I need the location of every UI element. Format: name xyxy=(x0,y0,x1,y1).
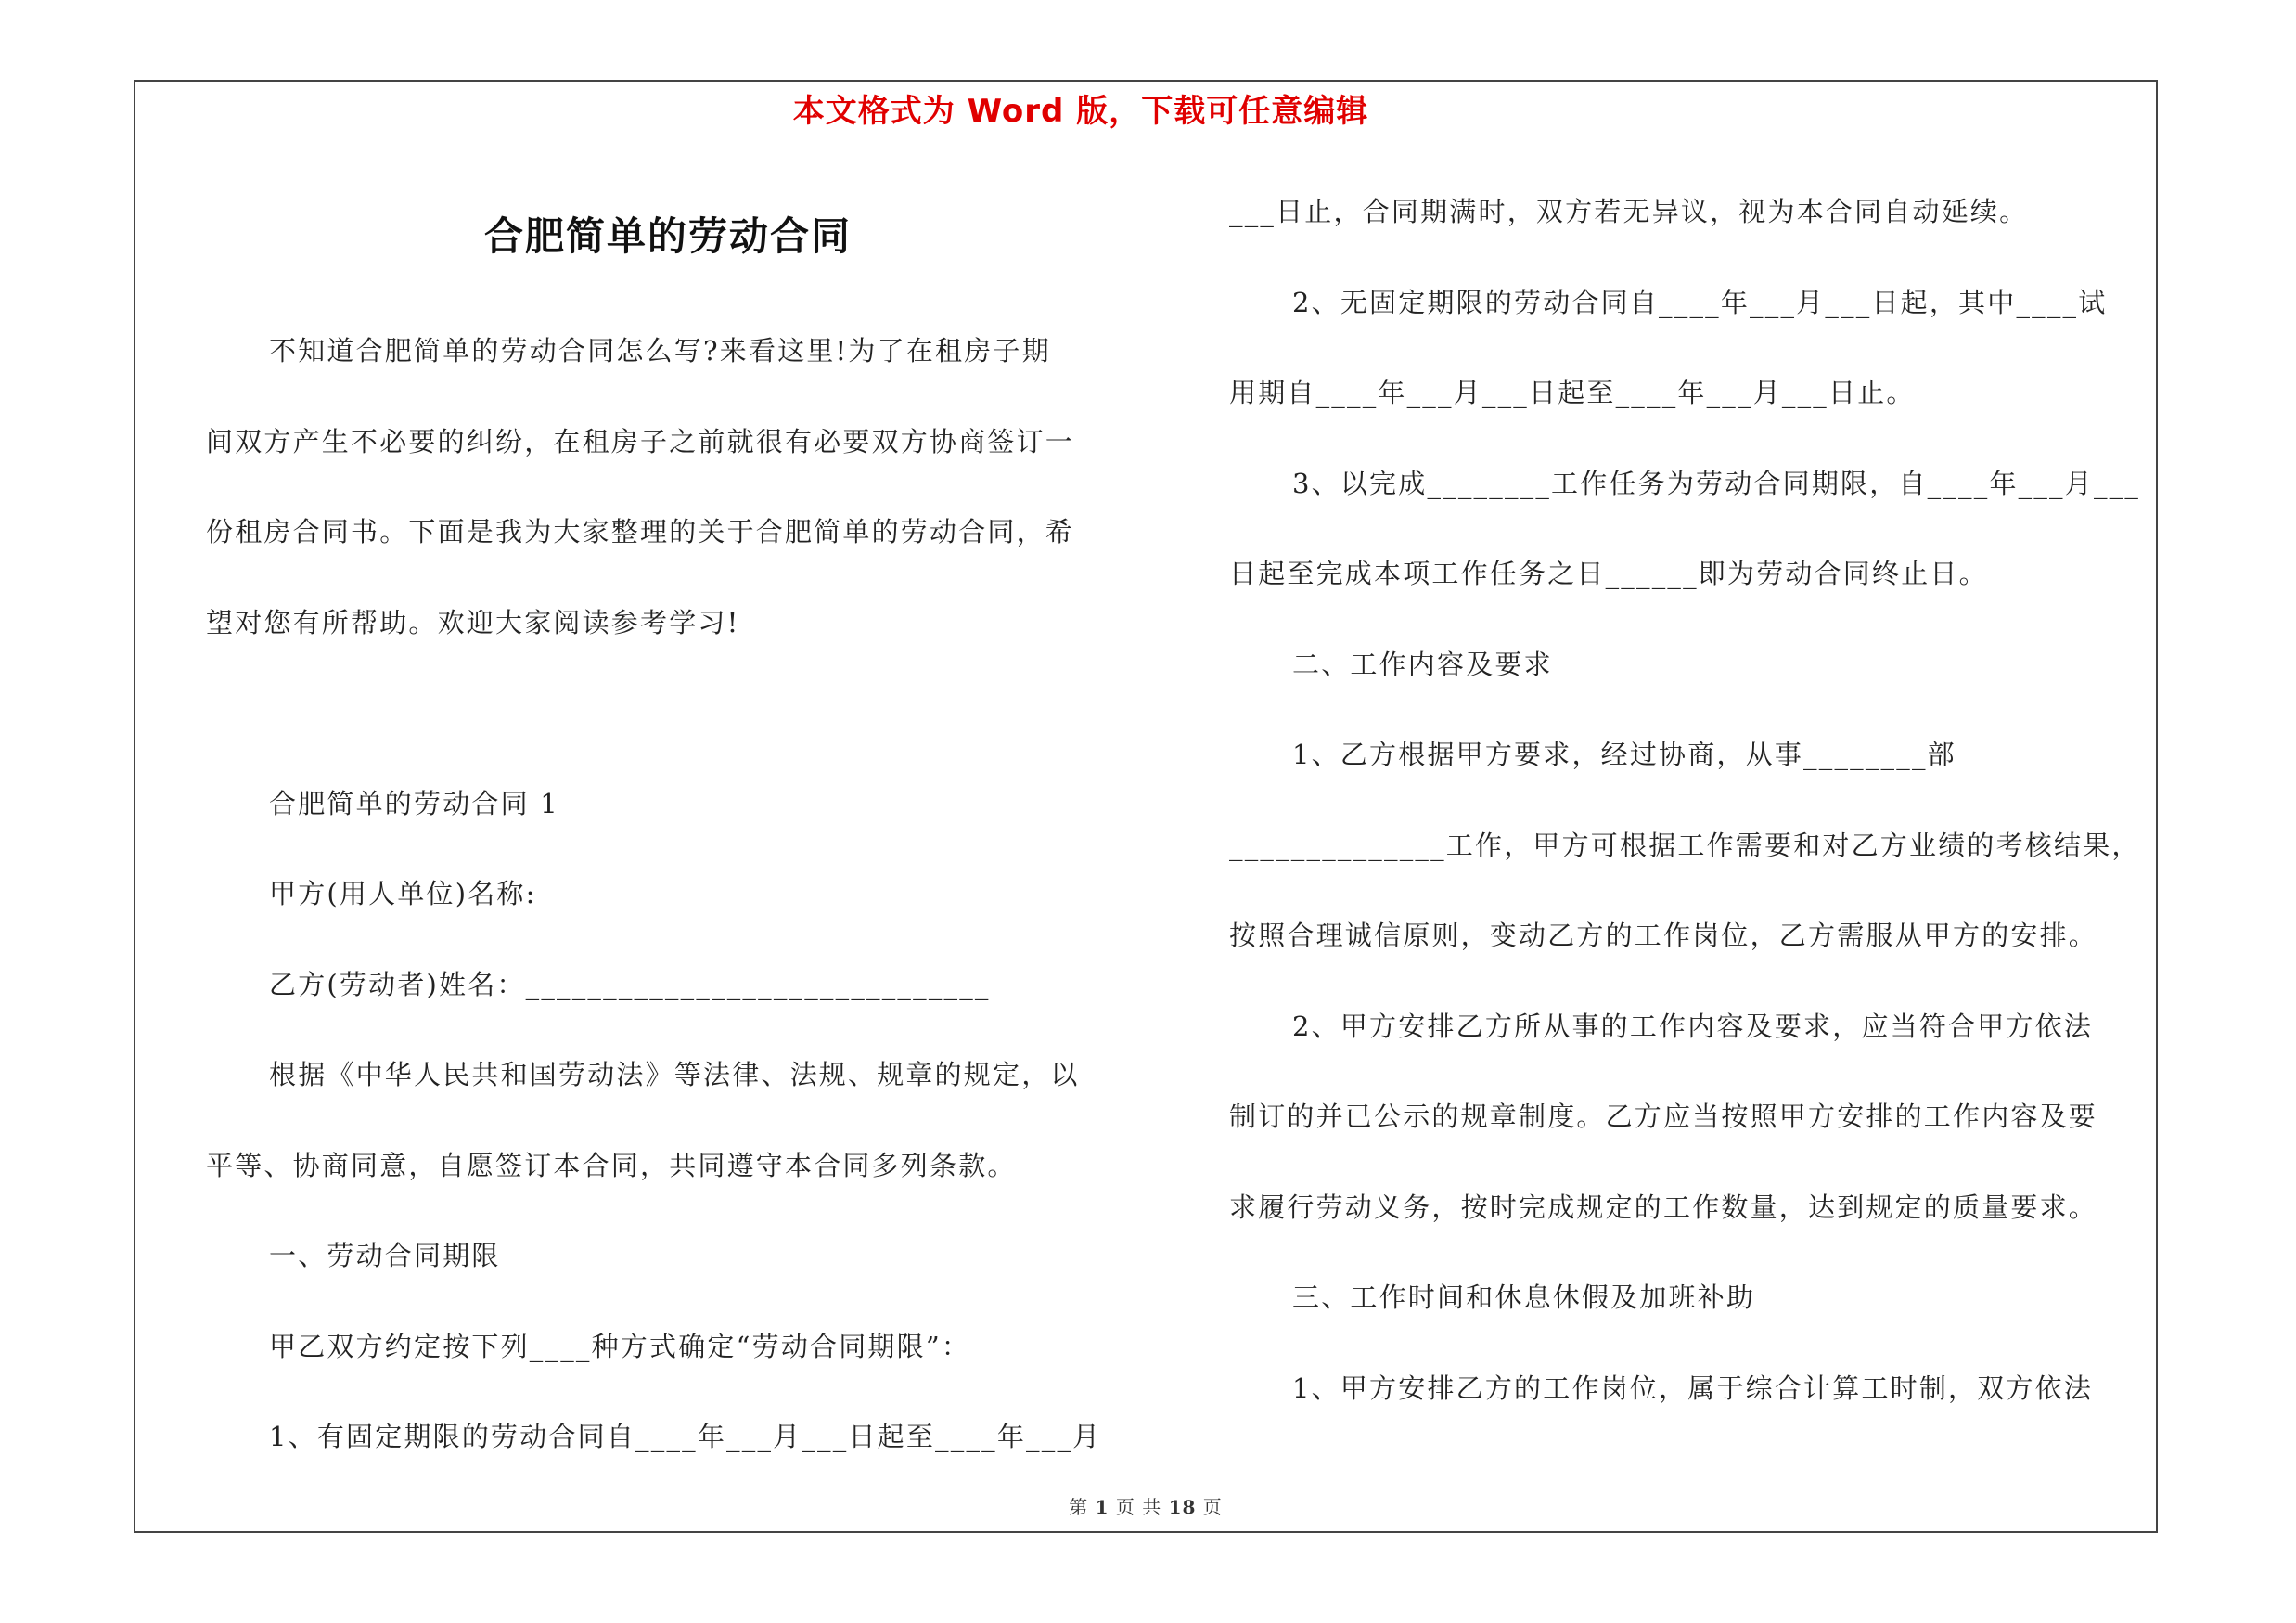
document-title: 合肥简单的劳动合同 xyxy=(483,213,852,259)
basis-line: 平等、协商同意，自愿签订本合同，共同遵守本合同多列条款。 xyxy=(206,1149,1017,1181)
work-content-line: 按照合理诚信原则，变动乙方的工作岗位，乙方需服从甲方的安排。 xyxy=(1229,920,2098,951)
page-number-footer xyxy=(0,1492,2291,1519)
fixed-term-line: 1、有固定期限的劳动合同自____年___月___日起至____年___月 xyxy=(269,1421,1102,1452)
work-requirement-line: 求履行劳动义务，按时完成规定的工作数量，达到规定的质量要求。 xyxy=(1229,1191,2098,1223)
fixed-term-line-end: ___日止，合同期满时，双方若无异议，视为本合同自动延续。 xyxy=(1229,196,2029,227)
work-hours-line: 1、甲方安排乙方的工作岗位，属于综合计算工时制，双方依法 xyxy=(1292,1372,2094,1404)
section-heading-term: 一、劳动合同期限 xyxy=(269,1240,501,1271)
open-term-line: 用期自____年___月___日起至____年___月___日止。 xyxy=(1229,377,1916,408)
task-term-line: 3、以完成________工作任务为劳动合同期限，自____年___月___ xyxy=(1292,467,2141,499)
work-requirement-line: 2、甲方安排乙方所从事的工作内容及要求，应当符合甲方依法 xyxy=(1292,1010,2094,1042)
intro-line: 望对您有所帮助。欢迎大家阅读参考学习! xyxy=(206,606,740,638)
work-content-line: ______________工作，甲方可根据工作需要和对乙方业绩的考核结果， xyxy=(1229,829,2141,861)
intro-line: 不知道合肥简单的劳动合同怎么写?来看这里!为了在租房子期 xyxy=(269,335,1051,367)
intro-line: 间双方产生不必要的纠纷，在租房子之前就很有必要双方协商签订一 xyxy=(206,425,1075,457)
current-page-number: 1 xyxy=(1095,1496,1110,1518)
party-a-line: 甲方(用人单位)名称: xyxy=(269,878,537,909)
open-term-line: 2、无固定期限的劳动合同自____年___月___日起，其中____试 xyxy=(1292,286,2108,318)
left-column xyxy=(206,306,1126,1483)
footer-prefix: 第 xyxy=(1069,1496,1089,1518)
basis-line: 根据《中华人民共和国劳动法》等法律、法规、规章的规定，以 xyxy=(269,1059,1080,1090)
task-term-line: 日起至完成本项工作任务之日______即为劳动合同终止日。 xyxy=(1229,558,1988,589)
total-page-count: 18 xyxy=(1168,1496,1197,1518)
edit-notice-banner: 本文格式为 Word 版，下载可任意编辑 xyxy=(792,93,1369,130)
party-b-line: 乙方(劳动者)姓名：______________________________ xyxy=(269,968,991,1000)
intro-line: 份租房合同书。下面是我为大家整理的关于合肥简单的劳动合同，希 xyxy=(206,516,1075,547)
footer-suffix: 页 xyxy=(1202,1496,1223,1518)
paragraph-gap xyxy=(206,668,1126,759)
work-requirement-line: 制订的并已公示的规章制度。乙方应当按照甲方安排的工作内容及要 xyxy=(1229,1101,2098,1132)
footer-middle: 页 共 xyxy=(1115,1496,1162,1518)
section-heading-content: 二、工作内容及要求 xyxy=(1292,648,1553,680)
contract-heading: 合肥简单的劳动合同 1 xyxy=(269,787,559,819)
work-content-line: 1、乙方根据甲方要求，经过协商，从事________部 xyxy=(1292,739,1956,770)
agreement-line: 甲乙双方约定按下列____种方式确定“劳动合同期限”： xyxy=(269,1330,971,1362)
right-column xyxy=(1229,167,2157,1434)
section-heading-hours: 三、工作时间和休息休假及加班补助 xyxy=(1292,1282,1756,1313)
